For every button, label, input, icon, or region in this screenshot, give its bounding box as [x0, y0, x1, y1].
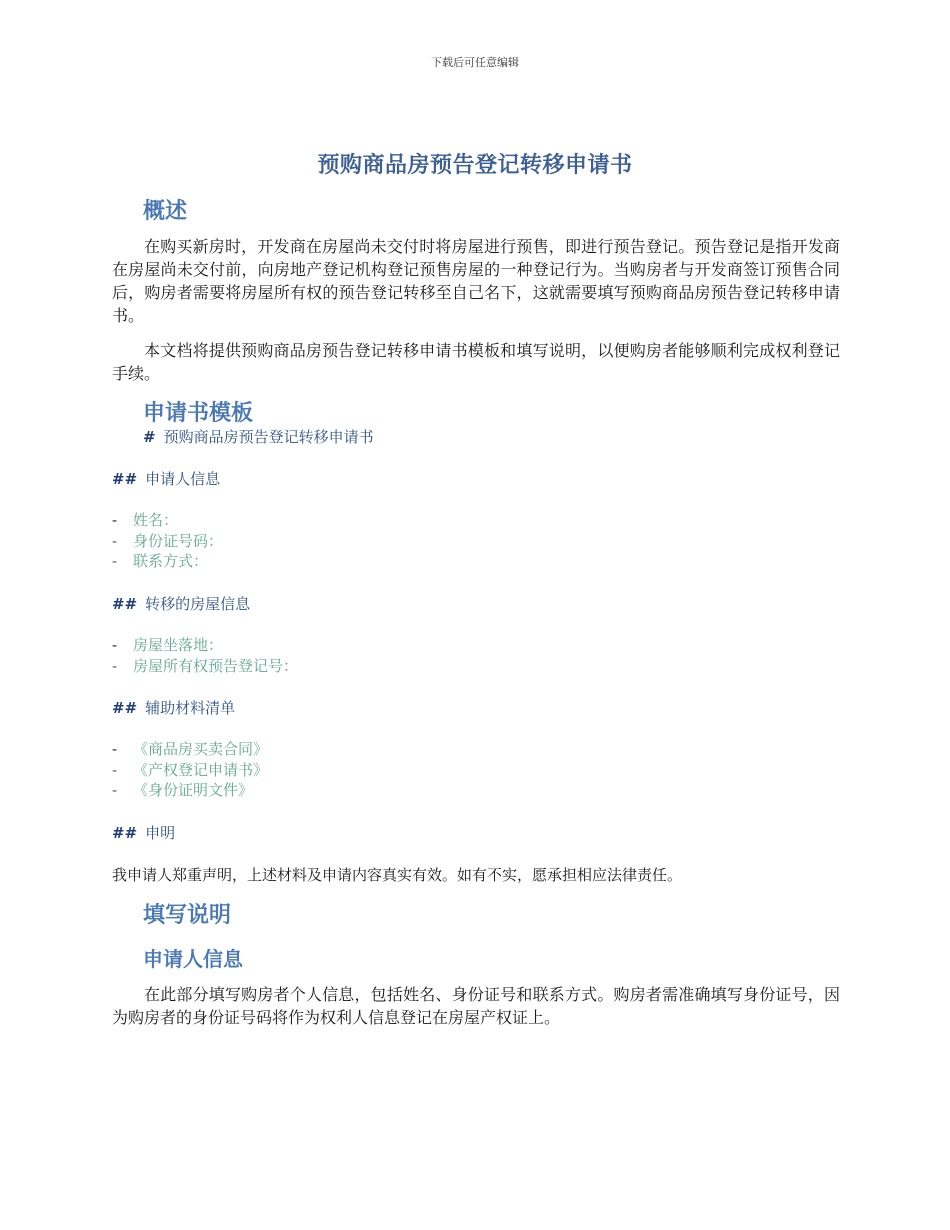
template-title-text: 预购商品房预告登记转移申请书	[163, 428, 374, 446]
field-contact-label: 联系方式：	[133, 552, 209, 570]
template-title-line	[143, 426, 374, 447]
section-materials-heading	[112, 697, 235, 718]
section-applicant-label: 申请人信息	[145, 470, 221, 488]
list-dash: -	[112, 781, 118, 799]
list-dash: -	[112, 740, 118, 758]
list-item	[112, 780, 268, 801]
statement-text: 我申请人郑重声明，上述材料及申请内容真实有效。如有不实，愿承担相应法律责任。	[112, 866, 683, 884]
list-dash: -	[112, 511, 118, 529]
list-dash: -	[112, 531, 118, 550]
markdown-hash: ##	[112, 595, 138, 613]
field-name-label: 姓名：	[133, 511, 179, 529]
section-applicant-heading	[112, 468, 220, 489]
list-item	[112, 531, 223, 552]
heading-applicant-info: 申请人信息	[143, 947, 243, 971]
instructions-paragraph-1: 在此部分填写购房者个人信息，包括姓名、身份证号和联系方式。购房者需准确填写身份证号，因为购房者的身份证号码将作为权利人信息登记在房屋产权证上。	[112, 985, 840, 1027]
section-statement-heading	[112, 822, 175, 843]
list-item	[112, 510, 223, 531]
list-dash: -	[112, 760, 118, 779]
applicant-list	[112, 510, 223, 572]
property-list	[112, 635, 298, 676]
section-materials-label: 辅助材料清单	[145, 699, 236, 717]
header-note: 下载后可任意编辑	[431, 56, 519, 69]
material-identity-document: 《身份证明文件》	[133, 781, 254, 799]
document-title: 预购商品房预告登记转移申请书	[317, 153, 633, 178]
list-item	[112, 635, 298, 656]
markdown-hash: ##	[112, 470, 138, 488]
markdown-hash: ##	[112, 699, 138, 717]
field-registration-number-label: 房屋所有权预告登记号：	[133, 656, 299, 675]
list-item	[112, 739, 268, 760]
list-dash: -	[112, 636, 118, 654]
field-id-number-label: 身份证号码：	[133, 531, 224, 550]
field-location-label: 房屋坐落地：	[133, 636, 224, 654]
heading-overview: 概述	[143, 199, 188, 224]
list-dash: -	[112, 552, 118, 570]
markdown-hash: ##	[112, 824, 138, 842]
heading-instructions: 填写说明	[143, 903, 232, 928]
material-registration-form: 《产权登记申请书》	[133, 760, 269, 779]
overview-paragraph-2: 本文档将提供预购商品房预告登记转移申请书模板和填写说明，以便购房者能够顺利完成权利登记手续。	[112, 341, 840, 383]
section-statement-label: 申明	[145, 824, 176, 842]
list-item	[112, 760, 268, 781]
heading-template: 申请书模板	[143, 401, 254, 426]
material-contract: 《商品房买卖合同》	[133, 740, 269, 758]
section-property-label: 转移的房屋信息	[145, 595, 251, 613]
list-item	[112, 551, 223, 572]
list-dash: -	[112, 656, 118, 675]
materials-list	[112, 739, 268, 801]
list-item	[112, 656, 298, 677]
overview-paragraph-1: 在购买新房时，开发商在房屋尚未交付时将房屋进行预售，即进行预告登记。预告登记是指开发商在房屋尚未交付前，向房地产登记机构登记预售房屋的一种登记行为。当购房者与开发商签订预售合同后，购房者需要将房屋所有权的预告登记转移至自己名下，这就需要填写预购商品房预告登记转移申请书。	[112, 237, 840, 325]
section-property-heading	[112, 593, 250, 614]
markdown-hash: #	[143, 428, 156, 446]
